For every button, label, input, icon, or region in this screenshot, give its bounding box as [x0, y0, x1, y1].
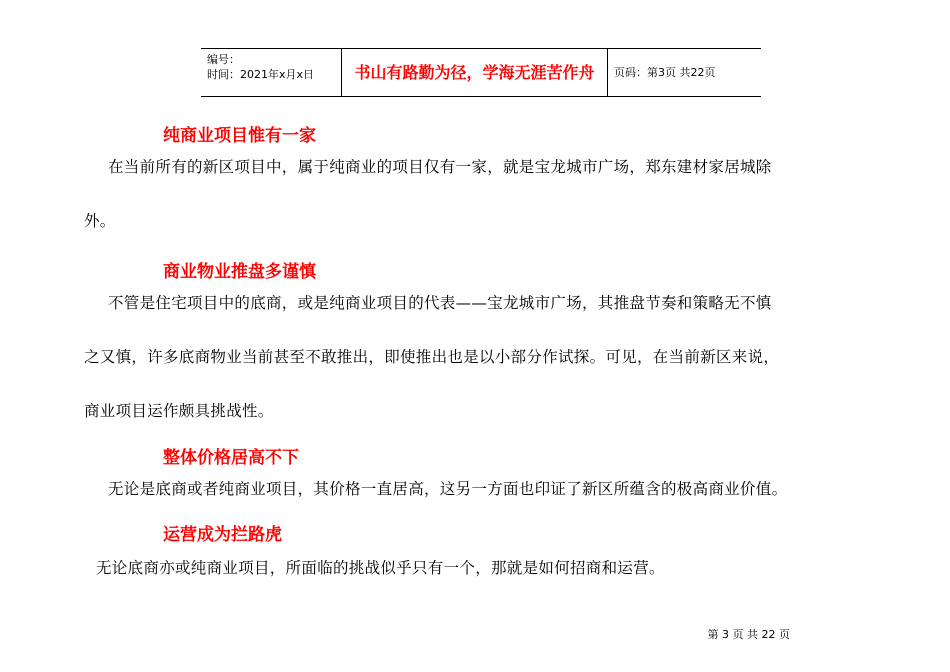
paragraph-line: 无论是底商或者纯商业项目，其价格一直居高，这另一方面也印证了新区所蕴含的极高商业价值。	[108, 480, 788, 498]
doc-date: 时间：2021年x月x日	[207, 68, 315, 81]
section-heading: 整体价格居高不下	[163, 448, 299, 468]
paragraph-line: 外。	[84, 212, 116, 230]
paragraph-line: 之又慎，许多底商物业当前甚至不敢推出，即使推出也是以小部分作试探。可见，在当前新区来说，	[84, 348, 780, 366]
paragraph-line: 在当前所有的新区项目中，属于纯商业的项目仅有一家，就是宝龙城市广场，郑东建材家居城除	[108, 158, 772, 176]
doc-number-label: 编号：	[207, 53, 240, 66]
paragraph-line: 无论底商亦或纯商业项目，所面临的挑战似乎只有一个，那就是如何招商和运营。	[96, 559, 665, 577]
section-heading: 纯商业项目惟有一家	[163, 126, 316, 146]
paragraph-line: 不管是住宅项目中的底商，或是纯商业项目的代表——宝龙城市广场，其推盘节奏和策略无不慎	[108, 294, 772, 312]
section-heading: 商业物业推盘多谨慎	[163, 262, 316, 282]
header-page-code: 页码：第3页 共22页	[614, 66, 716, 79]
header-meta	[201, 49, 342, 96]
section-heading: 运营成为拦路虎	[163, 525, 282, 545]
header-motto: 书山有路勤为径，学海无涯苦作舟	[342, 49, 608, 96]
paragraph-line: 商业项目运作颇具挑战性。	[84, 402, 274, 420]
page-footer: 第 3 页 共 22 页	[707, 628, 790, 641]
page-header	[201, 48, 761, 97]
